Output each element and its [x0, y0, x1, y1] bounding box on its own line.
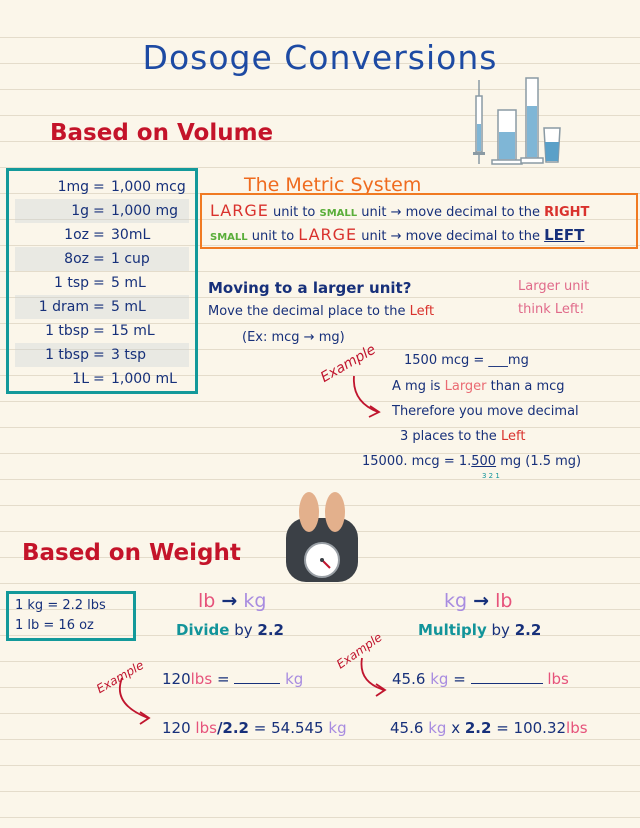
- mcg-example-line: A mg is Larger than a mcg: [392, 379, 565, 394]
- metric-rule-large-to-small: LARGE unit to SMALL unit → move decimal to the RIGHT: [210, 201, 590, 220]
- lb-example-calculation: 120 lbs/2.2 = 54.545 kg: [162, 719, 347, 737]
- curved-arrow-icon: [348, 372, 388, 422]
- bathroom-scale-icon: [282, 488, 362, 586]
- answer-blank: [234, 671, 280, 684]
- answer-blank: [471, 671, 543, 684]
- lab-glassware-icon: [462, 76, 562, 168]
- mcg-example-line: 3 places to the Left: [400, 429, 526, 444]
- kg-example-problem: 45.6 kg = lbs: [392, 670, 569, 688]
- metric-system-box: [200, 193, 638, 249]
- volume-row: 1L = 1,000 mL: [72, 371, 177, 387]
- lb-to-kg-rule: Divide by 2.2: [176, 621, 284, 639]
- volume-row: 1 tbsp = 15 mL: [45, 323, 155, 339]
- volume-row: 8oz = 1 cup: [15, 247, 189, 271]
- curved-arrow-icon: [356, 654, 392, 700]
- mcg-example-question: 1500 mcg = ___mg: [404, 353, 529, 368]
- volume-row: 1mg = 1,000 mcg: [57, 179, 186, 195]
- larger-unit-note: think Left!: [518, 302, 585, 317]
- volume-heading: Based on Volume: [50, 120, 274, 146]
- kg-to-lb-heading: kg → lb: [444, 590, 513, 612]
- decimal-place-counter: 3 2 1: [482, 472, 500, 480]
- mcg-example-answer: 15000. mcg = 1.500 mg (1.5 mg): [362, 454, 582, 469]
- kg-example-calculation: 45.6 kg x 2.2 = 100.32lbs: [390, 719, 588, 737]
- mcg-example-line: Therefore you move decimal: [392, 404, 579, 419]
- page-title: Dosoge Conversions: [142, 38, 498, 77]
- weight-row: 1 kg = 2.2 lbs: [15, 598, 106, 613]
- metric-system-title: The Metric System: [244, 174, 422, 196]
- example-label: Example: [334, 630, 385, 672]
- larger-unit-example: (Ex: mcg → mg): [242, 330, 345, 345]
- weight-heading: Based on Weight: [22, 540, 241, 566]
- weight-row: 1 lb = 16 oz: [15, 618, 94, 633]
- example-label: Example: [94, 657, 147, 697]
- volume-conversion-table: [6, 168, 198, 394]
- larger-unit-note: Larger unit: [518, 279, 590, 294]
- volume-row: 1 tbsp = 3 tsp: [15, 343, 189, 367]
- volume-row: 1 dram = 5 mL: [15, 295, 189, 319]
- kg-to-lb-rule: Multiply by 2.2: [418, 621, 542, 639]
- lb-to-kg-heading: lb → kg: [198, 590, 267, 612]
- larger-unit-instruction: Move the decimal place to the Left: [208, 304, 435, 319]
- curved-arrow-icon: [112, 674, 158, 728]
- larger-unit-question: Moving to a larger unit?: [208, 279, 412, 297]
- volume-row: 1oz = 30mL: [64, 227, 151, 243]
- example-label: Example: [318, 341, 379, 386]
- volume-row: 1g = 1,000 mg: [15, 199, 189, 223]
- weight-conversion-table: [6, 591, 136, 641]
- metric-rule-small-to-large: SMALL unit to LARGE unit → move decimal to the LEFT: [210, 225, 585, 244]
- lb-example-problem: 120lbs = kg: [162, 670, 304, 688]
- volume-row: 1 tsp = 5 mL: [53, 275, 146, 291]
